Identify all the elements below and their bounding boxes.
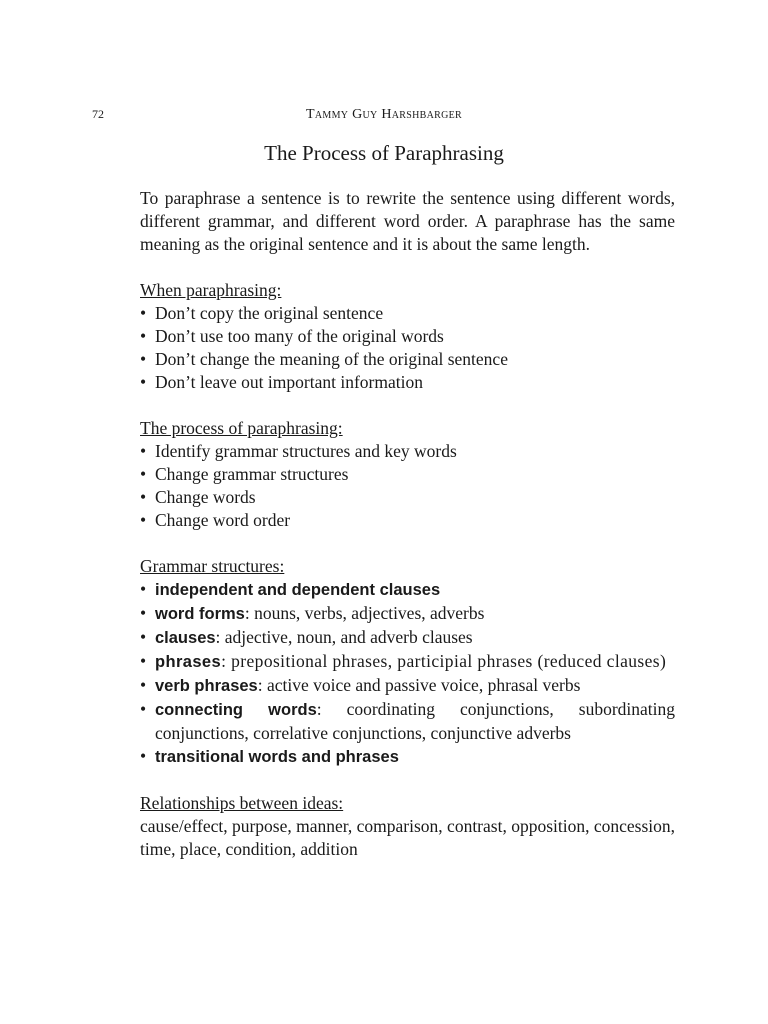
relationships-heading: Relationships between ideas:	[140, 793, 344, 813]
list-item: • Don’t use too many of the original words	[140, 326, 444, 346]
grammar-list	[140, 578, 675, 769]
grammar-desc: : prepositional phrases, participial phrases (reduced clauses)	[221, 651, 667, 671]
grammar-term: independent and dependent clauses	[155, 581, 441, 599]
when-heading: When paraphrasing:	[140, 280, 282, 300]
bullet-icon: •	[140, 651, 147, 671]
grammar-heading: Grammar structures:	[140, 556, 285, 576]
when-list	[140, 302, 675, 394]
bullet-icon: •	[140, 303, 147, 323]
bullet-icon: •	[140, 699, 147, 719]
bullet-icon: •	[140, 579, 147, 599]
when-section	[140, 279, 675, 394]
grammar-term: verb phrases	[155, 677, 258, 695]
bullet-icon: •	[140, 464, 147, 484]
bullet-icon: •	[140, 746, 147, 766]
list-item: • Don’t copy the original sentence	[140, 303, 384, 323]
grammar-term: connecting words	[155, 701, 317, 719]
list-item: • Change word order	[140, 510, 291, 530]
grammar-term: transitional words and phrases	[155, 748, 399, 766]
process-list	[140, 440, 675, 532]
list-item: • Don’t leave out important information	[140, 372, 423, 392]
list-item	[140, 602, 675, 626]
bullet-icon: •	[140, 326, 147, 346]
grammar-desc: : active voice and passive voice, phrasal verbs	[257, 675, 581, 695]
process-heading: The process of paraphrasing:	[140, 418, 343, 438]
bullet-icon: •	[140, 372, 147, 392]
list-item: • Change words	[140, 487, 256, 507]
grammar-term: word forms	[155, 605, 245, 623]
list-item	[140, 626, 675, 650]
page-body	[140, 187, 675, 861]
grammar-desc: : nouns, verbs, adjectives, adverbs	[244, 603, 485, 623]
process-section	[140, 417, 675, 532]
bullet-icon: •	[140, 487, 147, 507]
page-title: The Process of Paraphrasing	[264, 141, 504, 165]
list-item	[140, 698, 675, 745]
page-number: 72	[92, 107, 104, 121]
bullet-icon: •	[140, 603, 147, 623]
grammar-term: clauses	[155, 629, 216, 647]
grammar-term: phrases	[155, 653, 222, 671]
relationships-section	[140, 792, 675, 861]
list-item: • Don’t change the meaning of the original sentence	[140, 349, 508, 369]
list-item	[140, 578, 675, 602]
running-head: Tammy Guy Harshbarger	[306, 107, 462, 122]
grammar-section	[140, 555, 675, 769]
grammar-desc: : coordinating conjunctions, subordinating conjunctions, correlative conjunctions, conjunctive adverbs	[155, 699, 675, 743]
list-item	[140, 674, 675, 698]
list-item	[140, 745, 675, 769]
relationships-text: cause/effect, purpose, manner, comparison, contrast, opposition, concession, time, place, condition, addition	[140, 816, 676, 859]
bullet-icon: •	[140, 510, 147, 530]
bullet-icon: •	[140, 675, 147, 695]
list-item: • Identify grammar structures and key words	[140, 441, 457, 461]
bullet-icon: •	[140, 627, 147, 647]
bullet-icon: •	[140, 349, 147, 369]
grammar-desc: : adjective, noun, and adverb clauses	[215, 627, 473, 647]
intro-paragraph: To paraphrase a sentence is to rewrite the sentence using different words, different grammar, and different word order. A paraphrase has the same meaning as the original sentence and it is about the same length.	[140, 188, 675, 254]
list-item	[140, 650, 675, 674]
list-item: • Change grammar structures	[140, 464, 349, 484]
bullet-icon: •	[140, 441, 147, 461]
